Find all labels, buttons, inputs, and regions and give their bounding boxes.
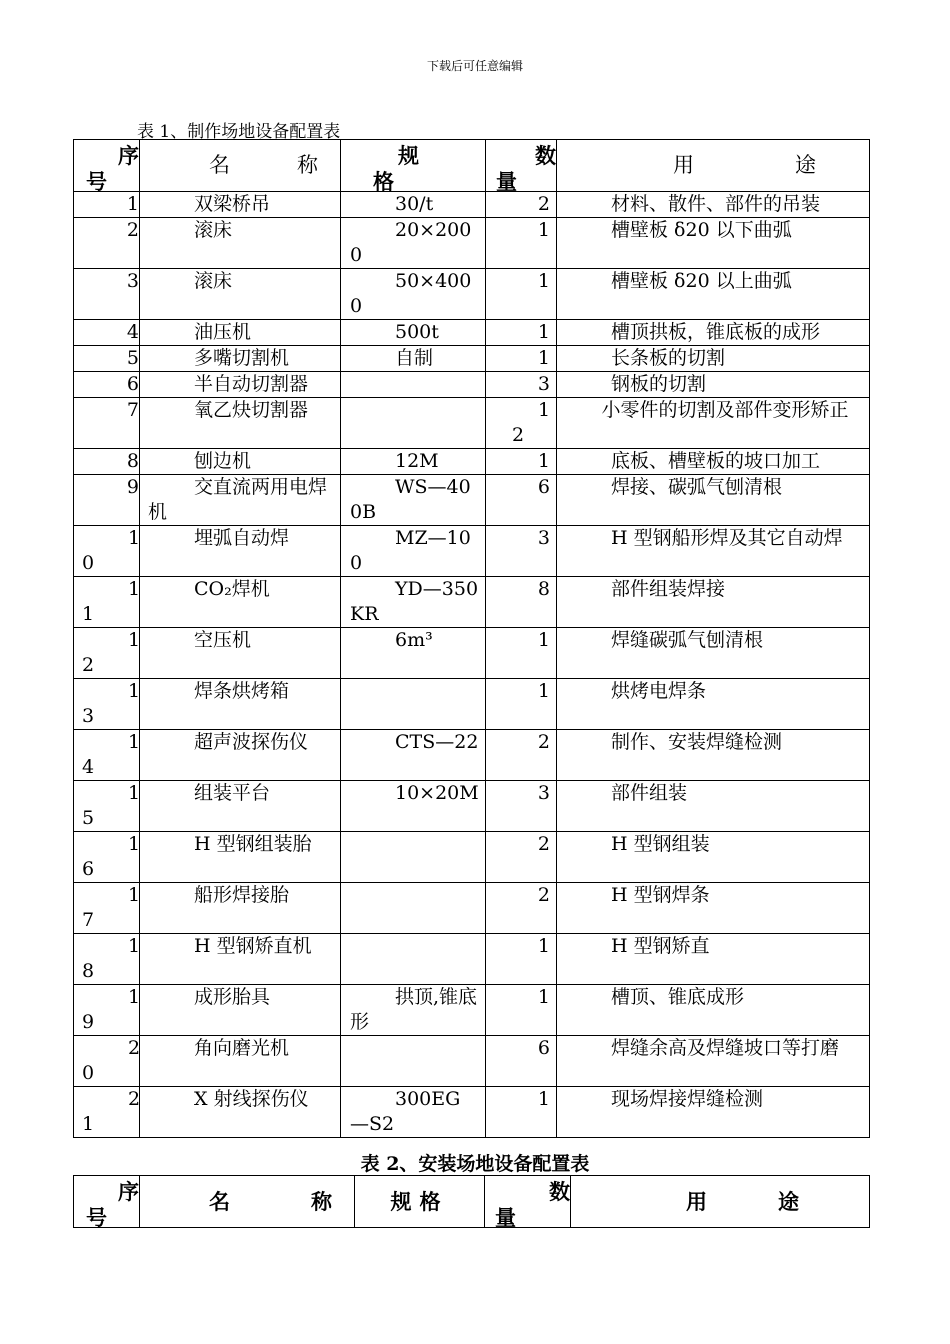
header-name: 名 称 <box>140 1176 355 1228</box>
equipment-use: 现场焊接焊缝检测 <box>557 1087 870 1138</box>
equipment-quantity: 1 <box>486 320 557 346</box>
equipment-use: 底板、槽壁板的坡口加工 <box>557 449 870 475</box>
table-row <box>74 475 870 526</box>
equipment-spec <box>341 398 486 449</box>
equipment-spec: 6m³ <box>341 628 486 679</box>
header-spec: 规格 <box>355 1176 485 1228</box>
table2-header-row <box>74 1176 870 1228</box>
table-row <box>74 1087 870 1138</box>
equipment-spec: 12M <box>341 449 486 475</box>
equipment-quantity: 1 <box>486 985 557 1036</box>
table-row <box>74 526 870 577</box>
table-row <box>74 218 870 269</box>
row-number: 19 <box>74 985 140 1036</box>
table-row <box>74 577 870 628</box>
equipment-use: 槽顶拱板，锥底板的成形 <box>557 320 870 346</box>
equipment-name: 焊条烘烤箱 <box>140 679 341 730</box>
equipment-spec: 自制 <box>341 346 486 372</box>
table2-caption: 表 2、安装场地设备配置表 <box>360 1153 590 1175</box>
equipment-name: H 型钢矫直机 <box>140 934 341 985</box>
equipment-use: 材料、散件、部件的吊装 <box>557 192 870 218</box>
equipment-quantity: 2 <box>486 832 557 883</box>
table-row <box>74 883 870 934</box>
equipment-quantity: 6 <box>486 475 557 526</box>
equipment-use: 钢板的切割 <box>557 372 870 398</box>
equipment-use: 长条板的切割 <box>557 346 870 372</box>
row-number: 6 <box>74 372 140 398</box>
table-row <box>74 372 870 398</box>
equipment-table-installation <box>73 1175 870 1228</box>
equipment-quantity: 1 <box>486 934 557 985</box>
row-number: 16 <box>74 832 140 883</box>
equipment-use: 部件组装 <box>557 781 870 832</box>
equipment-use: 制作、安装焊缝检测 <box>557 730 870 781</box>
row-number: 17 <box>74 883 140 934</box>
equipment-spec <box>341 832 486 883</box>
row-number: 3 <box>74 269 140 320</box>
equipment-use: 焊缝碳弧气刨清根 <box>557 628 870 679</box>
equipment-quantity: 1 <box>486 346 557 372</box>
table-row <box>74 346 870 372</box>
equipment-name: 刨边机 <box>140 449 341 475</box>
equipment-quantity: 3 <box>486 781 557 832</box>
table1-header-row <box>74 140 870 192</box>
row-number: 10 <box>74 526 140 577</box>
equipment-quantity: 1 <box>486 218 557 269</box>
table1-caption: 表 1、制作场地设备配置表 <box>137 122 341 142</box>
row-number: 15 <box>74 781 140 832</box>
equipment-use: H 型钢组装 <box>557 832 870 883</box>
equipment-quantity: 1 <box>486 679 557 730</box>
equipment-name: 成形胎具 <box>140 985 341 1036</box>
equipment-name: 滚床 <box>140 218 341 269</box>
equipment-name: 油压机 <box>140 320 341 346</box>
equipment-spec: 300EG—S2 <box>341 1087 486 1138</box>
equipment-spec <box>341 679 486 730</box>
equipment-name: 交直流两用电焊机 <box>140 475 341 526</box>
equipment-spec: MZ—100 <box>341 526 486 577</box>
equipment-quantity: 8 <box>486 577 557 628</box>
equipment-use: H 型钢焊条 <box>557 883 870 934</box>
equipment-quantity: 3 <box>486 526 557 577</box>
row-number: 7 <box>74 398 140 449</box>
equipment-quantity: 3 <box>486 372 557 398</box>
equipment-quantity: 2 <box>486 730 557 781</box>
table-row <box>74 398 870 449</box>
equipment-name: 超声波探伤仪 <box>140 730 341 781</box>
header-no: 序 号 <box>74 1176 140 1228</box>
equipment-use: H 型钢船形焊及其它自动焊 <box>557 526 870 577</box>
equipment-use: H 型钢矫直 <box>557 934 870 985</box>
header-use: 用 途 <box>557 140 870 192</box>
equipment-spec: WS—400B <box>341 475 486 526</box>
row-number: 21 <box>74 1087 140 1138</box>
row-number: 18 <box>74 934 140 985</box>
equipment-quantity: 1 <box>486 628 557 679</box>
row-number: 20 <box>74 1036 140 1087</box>
equipment-name: H 型钢组装胎 <box>140 832 341 883</box>
equipment-quantity: 1 <box>486 449 557 475</box>
table-row <box>74 320 870 346</box>
table-row <box>74 1036 870 1087</box>
equipment-quantity: 1 <box>486 269 557 320</box>
row-number: 2 <box>74 218 140 269</box>
row-number: 13 <box>74 679 140 730</box>
table-row <box>74 832 870 883</box>
equipment-use: 焊缝余高及焊缝坡口等打磨 <box>557 1036 870 1087</box>
row-number: 5 <box>74 346 140 372</box>
equipment-spec: 10×20M <box>341 781 486 832</box>
equipment-name: 船形焊接胎 <box>140 883 341 934</box>
row-number: 8 <box>74 449 140 475</box>
equipment-spec: CTS—22 <box>341 730 486 781</box>
row-number: 12 <box>74 628 140 679</box>
equipment-use: 焊接、碳弧气刨清根 <box>557 475 870 526</box>
equipment-spec: 20×2000 <box>341 218 486 269</box>
row-number: 1 <box>74 192 140 218</box>
equipment-name: 空压机 <box>140 628 341 679</box>
equipment-name: 氧乙炔切割器 <box>140 398 341 449</box>
equipment-use: 槽壁板 δ20 以上曲弧 <box>557 269 870 320</box>
equipment-spec <box>341 883 486 934</box>
table-row <box>74 679 870 730</box>
equipment-name: 半自动切割器 <box>140 372 341 398</box>
equipment-use: 槽顶、锥底成形 <box>557 985 870 1036</box>
equipment-spec: YD—350KR <box>341 577 486 628</box>
table-row <box>74 192 870 218</box>
equipment-use: 烘烤电焊条 <box>557 679 870 730</box>
table-row <box>74 934 870 985</box>
equipment-quantity: 12 <box>486 398 557 449</box>
equipment-quantity: 1 <box>486 1087 557 1138</box>
equipment-table-production <box>73 139 870 1138</box>
table-row <box>74 730 870 781</box>
header-use: 用 途 <box>571 1176 870 1228</box>
equipment-spec: 拱顶,锥底形 <box>341 985 486 1036</box>
header-no: 序 号 <box>74 140 140 192</box>
table-row <box>74 269 870 320</box>
equipment-name: 组装平台 <box>140 781 341 832</box>
header-qty: 数 量 <box>486 140 557 192</box>
equipment-quantity: 2 <box>486 192 557 218</box>
table-row <box>74 781 870 832</box>
equipment-spec <box>341 934 486 985</box>
equipment-name: X 射线探伤仪 <box>140 1087 341 1138</box>
equipment-name: 双梁桥吊 <box>140 192 341 218</box>
equipment-spec: 50×4000 <box>341 269 486 320</box>
row-number: 4 <box>74 320 140 346</box>
page-header-note: 下载后可任意编辑 <box>426 59 523 73</box>
equipment-name: 滚床 <box>140 269 341 320</box>
equipment-quantity: 6 <box>486 1036 557 1087</box>
equipment-name: 多嘴切割机 <box>140 346 341 372</box>
equipment-name: CO₂焊机 <box>140 577 341 628</box>
table-row <box>74 449 870 475</box>
equipment-use: 部件组装焊接 <box>557 577 870 628</box>
equipment-spec: 500t <box>341 320 486 346</box>
row-number: 14 <box>74 730 140 781</box>
table-row <box>74 985 870 1036</box>
equipment-spec <box>341 372 486 398</box>
header-name: 名 称 <box>140 140 341 192</box>
equipment-quantity: 2 <box>486 883 557 934</box>
equipment-name: 角向磨光机 <box>140 1036 341 1087</box>
equipment-use: 小零件的切割及部件变形矫正 <box>557 398 870 449</box>
header-spec: 规 格 <box>341 140 486 192</box>
equipment-spec <box>341 1036 486 1087</box>
row-number: 11 <box>74 577 140 628</box>
equipment-name: 埋弧自动焊 <box>140 526 341 577</box>
row-number: 9 <box>74 475 140 526</box>
equipment-use: 槽壁板 δ20 以下曲弧 <box>557 218 870 269</box>
table-row <box>74 628 870 679</box>
header-qty: 数 量 <box>485 1176 571 1228</box>
equipment-spec: 30/t <box>341 192 486 218</box>
